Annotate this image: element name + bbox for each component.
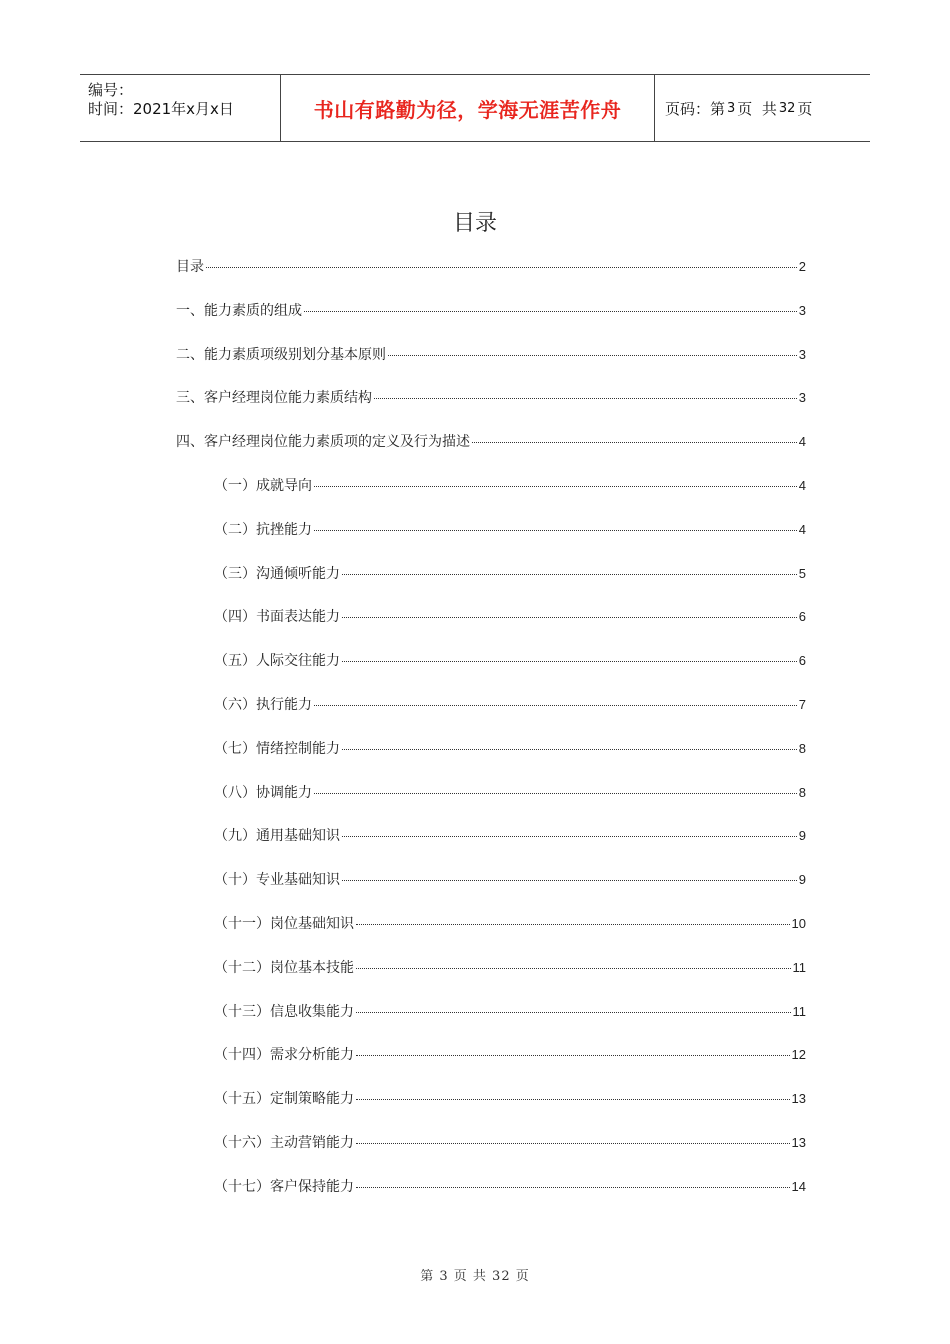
toc-entry-page: 4 <box>798 521 806 537</box>
toc-entry[interactable] <box>214 869 806 889</box>
toc-entry-page: 4 <box>798 478 806 493</box>
page-title: 目录 <box>452 211 497 236</box>
page-footer: 第 3 页 共 32 页 <box>420 1269 530 1284</box>
toc-entry-page: 6 <box>798 653 806 669</box>
toc-leader-dots <box>342 574 797 575</box>
toc-leader-dots <box>342 880 797 881</box>
toc-entry[interactable] <box>214 1044 806 1064</box>
toc-entry[interactable] <box>214 519 806 539</box>
toc-entry-page: 13 <box>791 1135 806 1150</box>
toc-leader-dots <box>342 617 797 618</box>
toc-entry-label: （二）抗挫能力 <box>214 521 312 538</box>
page-prefix: 页码：第 <box>665 99 726 118</box>
toc-entry[interactable] <box>214 650 806 670</box>
toc-entry-page: 11 <box>792 1003 806 1019</box>
page-middle: 页 共 <box>737 99 777 118</box>
toc-entry[interactable] <box>176 387 806 407</box>
toc-entry-label: （十五）定制策略能力 <box>214 1091 354 1108</box>
toc-entry-page: 12 <box>791 1047 806 1063</box>
toc-entry-label: （七）情绪控制能力 <box>214 740 340 757</box>
page-header <box>80 74 870 142</box>
toc-entry-page: 10 <box>791 916 806 931</box>
toc-entry-label: （十二）岗位基本技能 <box>214 959 354 976</box>
toc-leader-dots <box>356 924 790 925</box>
document-date: 时间：2021年x月x日 <box>88 100 234 118</box>
toc-leader-dots <box>374 398 797 399</box>
toc-entry-label: （十七）客户保持能力 <box>214 1178 354 1195</box>
toc-entry-page: 14 <box>791 1178 806 1194</box>
toc-entry-label: （十）专业基础知识 <box>214 872 340 889</box>
toc-entry-page: 3 <box>798 346 806 362</box>
toc-leader-dots <box>472 442 797 443</box>
toc-entry[interactable] <box>214 1001 806 1021</box>
header-motto: 书山有路勤为径，学海无涯苦作舟 <box>281 75 655 141</box>
toc-entry[interactable] <box>176 431 806 451</box>
toc-entry-label: （四）书面表达能力 <box>214 609 340 626</box>
toc-entry-label: 四、客户经理岗位能力素质项的定义及行为描述 <box>176 434 470 451</box>
toc-leader-dots <box>314 793 797 794</box>
toc-leader-dots <box>356 1055 790 1056</box>
toc-entry-label: （五）人际交往能力 <box>214 653 340 670</box>
toc-leader-dots <box>304 311 797 312</box>
toc-entry-page: 11 <box>792 959 806 975</box>
toc-entry[interactable] <box>214 1088 806 1108</box>
toc-entry-page: 6 <box>798 609 806 625</box>
toc-entry-label: 三、客户经理岗位能力素质结构 <box>176 390 372 407</box>
toc-entry-page: 3 <box>798 302 806 318</box>
toc-entry-label: （十六）主动营销能力 <box>214 1135 354 1151</box>
toc-entry-page: 2 <box>798 259 806 274</box>
toc-entry-page: 7 <box>798 697 806 712</box>
toc-entry[interactable] <box>214 913 806 933</box>
toc-entry[interactable] <box>214 738 806 758</box>
toc-entry-page: 9 <box>798 828 806 844</box>
toc-entry[interactable] <box>214 825 806 845</box>
page-suffix: 页 <box>797 99 813 118</box>
toc-entry-label: （一）成就导向 <box>214 478 312 494</box>
page-current: 3 <box>727 100 736 116</box>
toc-entry[interactable] <box>176 256 806 276</box>
toc-entry[interactable] <box>214 957 806 977</box>
toc-entry[interactable] <box>176 300 806 320</box>
toc-entry-page: 8 <box>798 740 806 756</box>
toc-leader-dots <box>342 661 797 662</box>
toc-leader-dots <box>314 705 797 706</box>
toc-entry-label: （八）协调能力 <box>214 784 312 801</box>
page-total: 32 <box>778 100 796 116</box>
toc-entry[interactable] <box>214 475 806 495</box>
toc-entry[interactable] <box>176 344 806 364</box>
toc-entry-label: （十三）信息收集能力 <box>214 1003 354 1020</box>
toc-leader-dots <box>206 267 797 268</box>
toc-entry[interactable] <box>214 694 806 714</box>
header-page-info <box>655 75 870 141</box>
toc-entry[interactable] <box>214 563 806 583</box>
toc-entry[interactable] <box>214 606 806 626</box>
document-number-label: 编号： <box>88 81 134 99</box>
toc-leader-dots <box>356 1143 790 1144</box>
toc-leader-dots <box>356 1099 790 1100</box>
toc-entry-page: 3 <box>798 390 806 406</box>
toc-entry-label: （九）通用基础知识 <box>214 828 340 845</box>
toc-entry-label: 目录 <box>176 259 204 275</box>
toc-entry-page: 4 <box>798 434 806 450</box>
toc-entry-page: 8 <box>798 784 806 800</box>
toc-leader-dots <box>314 486 797 487</box>
toc-entry[interactable] <box>214 1132 806 1152</box>
toc-leader-dots <box>356 968 791 969</box>
toc-leader-dots <box>314 530 797 531</box>
toc-entry-label: 二、能力素质项级别划分基本原则 <box>176 346 386 363</box>
toc-entry-label: 一、能力素质的组成 <box>176 302 302 319</box>
toc-leader-dots <box>342 749 797 750</box>
toc-leader-dots <box>388 355 797 356</box>
toc-leader-dots <box>356 1012 791 1013</box>
header-meta <box>80 75 281 141</box>
toc-entry-page: 5 <box>798 565 806 581</box>
toc-entry-label: （六）执行能力 <box>214 697 312 713</box>
toc-entry-page: 13 <box>791 1091 806 1107</box>
toc-entry[interactable] <box>214 782 806 802</box>
toc-entry[interactable] <box>214 1176 806 1196</box>
toc-entry-page: 9 <box>798 872 806 888</box>
toc-entry-label: （三）沟通倾听能力 <box>214 565 340 582</box>
toc-entry-label: （十四）需求分析能力 <box>214 1047 354 1064</box>
toc-leader-dots <box>342 836 797 837</box>
toc-entry-label: （十一）岗位基础知识 <box>214 916 354 932</box>
toc-leader-dots <box>356 1187 790 1188</box>
